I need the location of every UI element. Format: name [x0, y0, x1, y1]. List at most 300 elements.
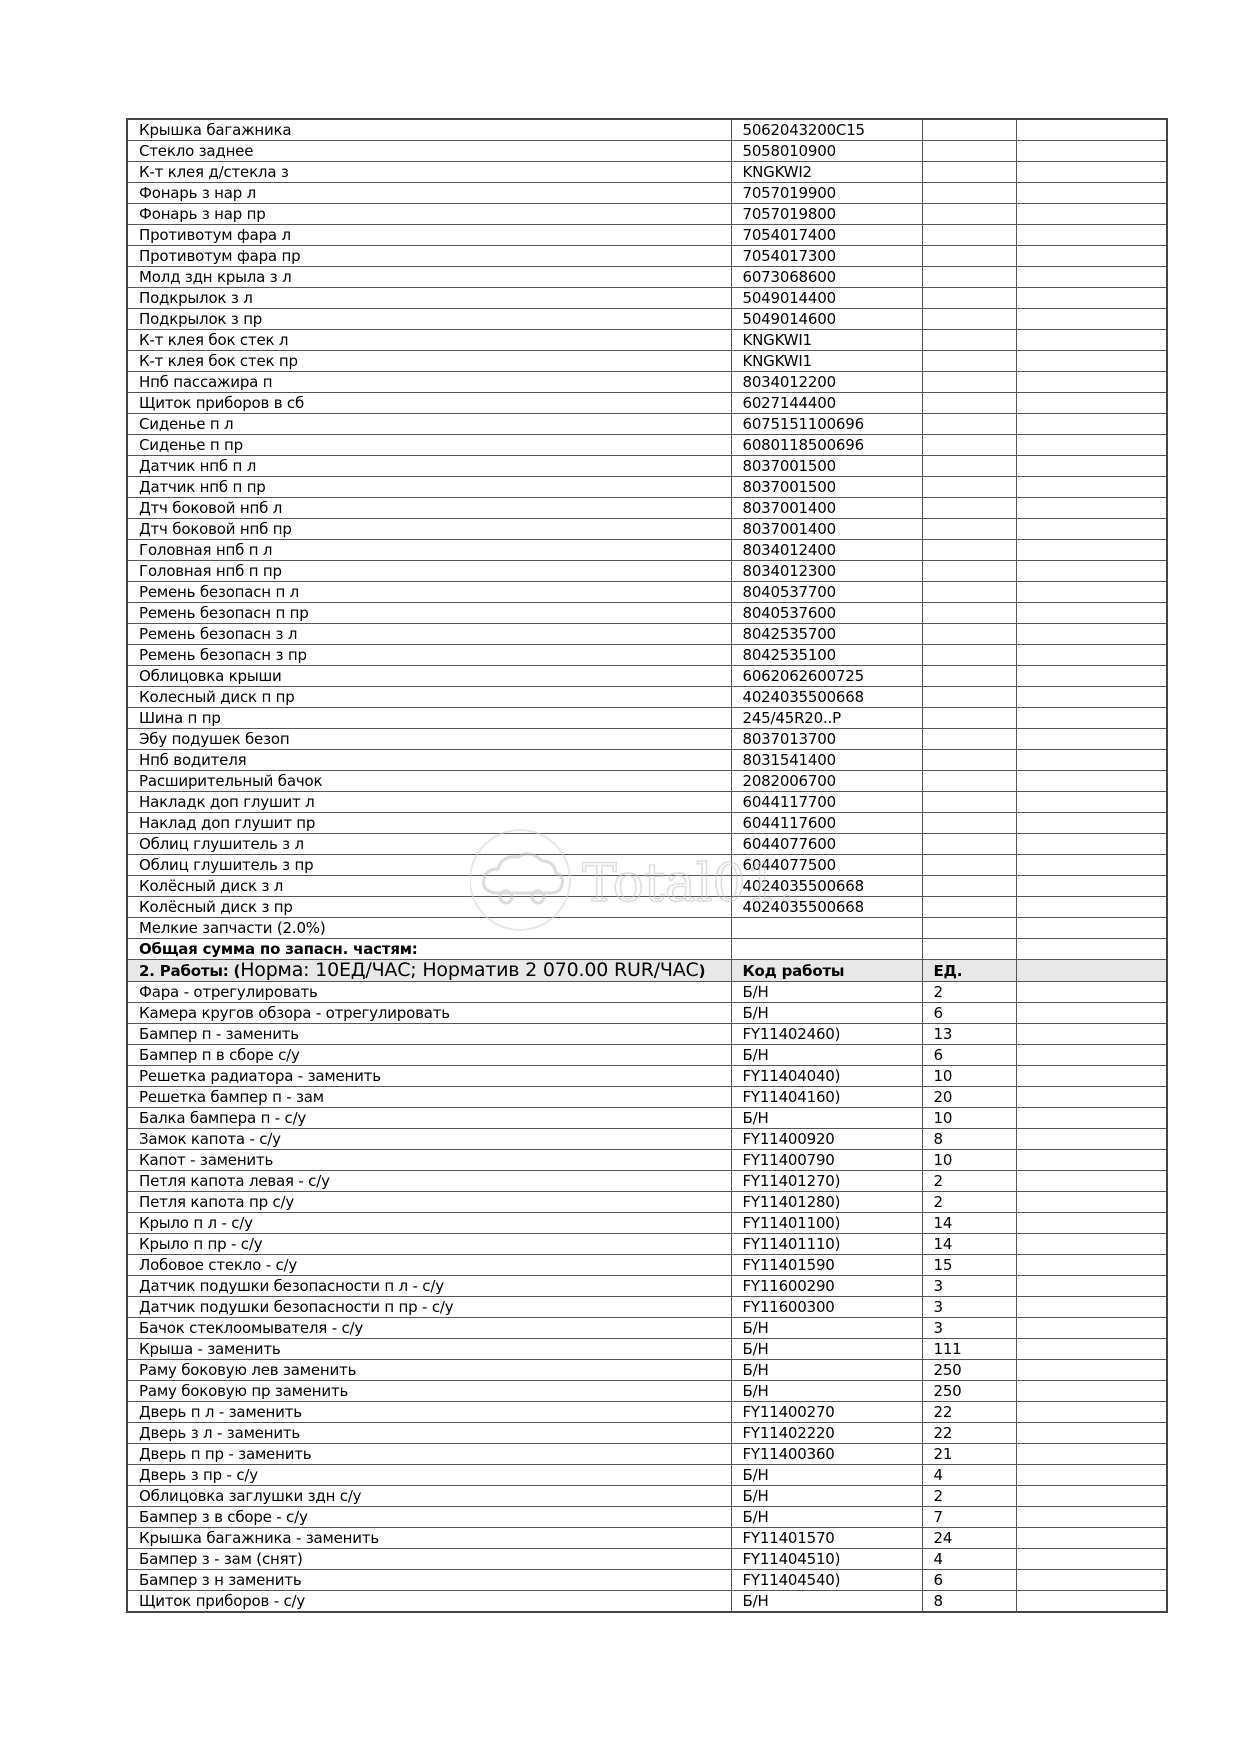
part-units: [922, 750, 1016, 771]
part-name: Молд здн крыла з л: [127, 267, 731, 288]
part-units: [922, 582, 1016, 603]
work-code: FY11401570: [731, 1528, 922, 1549]
part-units: [922, 288, 1016, 309]
parts-total-amount: [1016, 939, 1167, 960]
work-amount: [1016, 1297, 1167, 1318]
part-units: [922, 813, 1016, 834]
part-name: Противотум фара пр: [127, 246, 731, 267]
work-name: Бампер з - зам (снят): [127, 1549, 731, 1570]
part-amount: [1016, 645, 1167, 666]
part-units: [922, 435, 1016, 456]
part-row: [127, 267, 1167, 288]
part-units: [922, 729, 1016, 750]
work-name: Бачок стеклоомывателя - с/у: [127, 1318, 731, 1339]
part-row: [127, 918, 1167, 939]
parts-summary: [127, 939, 1167, 982]
work-units: 14: [922, 1234, 1016, 1255]
part-code: 6044077500: [731, 855, 922, 876]
work-code: FY11401280): [731, 1192, 922, 1213]
work-row: [127, 1024, 1167, 1045]
work-code: Б/Н: [731, 1486, 922, 1507]
work-amount: [1016, 1066, 1167, 1087]
part-units: [922, 561, 1016, 582]
work-amount: [1016, 1087, 1167, 1108]
work-amount: [1016, 1381, 1167, 1402]
part-code: 6044117700: [731, 792, 922, 813]
part-row: [127, 183, 1167, 204]
work-code: Б/Н: [731, 1360, 922, 1381]
part-name: Накладк доп глушит л: [127, 792, 731, 813]
part-name: Мелкие запчасти (2.0%): [127, 918, 731, 939]
part-name: Фонарь з нар л: [127, 183, 731, 204]
work-name: Решетка бампер п - зам: [127, 1087, 731, 1108]
work-name: Петля капота пр с/у: [127, 1192, 731, 1213]
work-amount: [1016, 1150, 1167, 1171]
part-amount: [1016, 561, 1167, 582]
works-section: [127, 982, 1167, 1613]
part-units: [922, 645, 1016, 666]
part-name: Нпб пассажира п: [127, 372, 731, 393]
work-code-header: Код работы: [731, 960, 922, 982]
part-code: 6044117600: [731, 813, 922, 834]
work-code: FY11401110): [731, 1234, 922, 1255]
work-name: Крышка багажника - заменить: [127, 1528, 731, 1549]
part-code: 8040537600: [731, 603, 922, 624]
part-row: [127, 771, 1167, 792]
work-units: 21: [922, 1444, 1016, 1465]
part-name: Колесный диск п пр: [127, 687, 731, 708]
part-name: Датчик нпб п пр: [127, 477, 731, 498]
work-name: Бампер з н заменить: [127, 1570, 731, 1591]
work-name: Решетка радиатора - заменить: [127, 1066, 731, 1087]
part-amount: [1016, 792, 1167, 813]
part-code: [731, 918, 922, 939]
work-units: 3: [922, 1276, 1016, 1297]
part-code: 245/45R20..P: [731, 708, 922, 729]
part-name: Сиденье п л: [127, 414, 731, 435]
work-row: [127, 1213, 1167, 1234]
part-code: 6075151100696: [731, 414, 922, 435]
part-amount: [1016, 225, 1167, 246]
part-code: 6073068600: [731, 267, 922, 288]
work-row: [127, 1234, 1167, 1255]
part-amount: [1016, 330, 1167, 351]
part-code: 8042535100: [731, 645, 922, 666]
work-name: Замок капота - с/у: [127, 1129, 731, 1150]
work-name: Дверь з л - заменить: [127, 1423, 731, 1444]
work-amount: [1016, 1129, 1167, 1150]
part-row: [127, 708, 1167, 729]
part-name: Облиц глушитель з пр: [127, 855, 731, 876]
work-units: 2: [922, 1171, 1016, 1192]
part-row: [127, 855, 1167, 876]
work-units: 2: [922, 1486, 1016, 1507]
work-row: [127, 1045, 1167, 1066]
work-units: 22: [922, 1423, 1016, 1444]
part-row: [127, 204, 1167, 225]
part-units: [922, 119, 1016, 141]
work-units: 10: [922, 1066, 1016, 1087]
part-units: [922, 834, 1016, 855]
part-units: [922, 183, 1016, 204]
work-row: [127, 1423, 1167, 1444]
work-amount: [1016, 1192, 1167, 1213]
work-code: FY11401100): [731, 1213, 922, 1234]
work-code: FY11401270): [731, 1171, 922, 1192]
part-name: К-т клея бок стек пр: [127, 351, 731, 372]
work-code: FY11404160): [731, 1087, 922, 1108]
part-amount: [1016, 309, 1167, 330]
work-row: [127, 1444, 1167, 1465]
work-row: [127, 1549, 1167, 1570]
work-code: Б/Н: [731, 1318, 922, 1339]
part-name: Датчик нпб п л: [127, 456, 731, 477]
part-name: Щиток приборов в сб: [127, 393, 731, 414]
part-units: [922, 897, 1016, 918]
work-units: 6: [922, 1003, 1016, 1024]
work-code: Б/Н: [731, 1591, 922, 1613]
works-rate: 2 070.00 RUR/ЧАС: [525, 959, 699, 981]
part-amount: [1016, 372, 1167, 393]
work-code: FY11404040): [731, 1066, 922, 1087]
part-code: 5062043200C15: [731, 119, 922, 141]
part-units: [922, 771, 1016, 792]
part-units: [922, 162, 1016, 183]
work-name: Лобовое стекло - с/у: [127, 1255, 731, 1276]
work-row: [127, 1087, 1167, 1108]
part-name: Колёсный диск з л: [127, 876, 731, 897]
part-row: [127, 351, 1167, 372]
work-amount: [1016, 1591, 1167, 1613]
part-row: [127, 288, 1167, 309]
part-amount: [1016, 456, 1167, 477]
work-row: [127, 1255, 1167, 1276]
part-code: 6062062600725: [731, 666, 922, 687]
part-row: [127, 813, 1167, 834]
part-name: Крышка багажника: [127, 119, 731, 141]
part-row: [127, 372, 1167, 393]
work-name: Бампер з в сборе - с/у: [127, 1507, 731, 1528]
work-units: 4: [922, 1465, 1016, 1486]
work-amount: [1016, 1360, 1167, 1381]
parts-section: [127, 119, 1167, 939]
part-units: [922, 372, 1016, 393]
part-row: [127, 435, 1167, 456]
part-code: KNGKWI2: [731, 162, 922, 183]
part-row: [127, 540, 1167, 561]
work-code: FY11600300: [731, 1297, 922, 1318]
part-row: [127, 729, 1167, 750]
work-code: FY11400360: [731, 1444, 922, 1465]
part-row: [127, 162, 1167, 183]
part-units: [922, 855, 1016, 876]
work-amount: [1016, 1486, 1167, 1507]
part-row: [127, 792, 1167, 813]
part-code: 4024035500668: [731, 897, 922, 918]
part-code: 8034012200: [731, 372, 922, 393]
part-name: К-т клея д/стекла з: [127, 162, 731, 183]
work-code: FY11400920: [731, 1129, 922, 1150]
work-row: [127, 1507, 1167, 1528]
part-name: Шина п пр: [127, 708, 731, 729]
part-row: [127, 456, 1167, 477]
work-row: [127, 1108, 1167, 1129]
part-name: Подкрылок з пр: [127, 309, 731, 330]
work-name: Дверь п л - заменить: [127, 1402, 731, 1423]
part-code: 8037001500: [731, 456, 922, 477]
work-code: FY11402220: [731, 1423, 922, 1444]
part-amount: [1016, 582, 1167, 603]
part-units: [922, 708, 1016, 729]
part-code: 6027144400: [731, 393, 922, 414]
work-units: 2: [922, 982, 1016, 1003]
part-units: [922, 204, 1016, 225]
part-amount: [1016, 435, 1167, 456]
work-name: Фара - отрегулировать: [127, 982, 731, 1003]
part-amount: [1016, 771, 1167, 792]
part-row: [127, 246, 1167, 267]
part-name: Дтч боковой нпб пр: [127, 519, 731, 540]
work-units-header: ЕД.: [922, 960, 1016, 982]
part-units: [922, 393, 1016, 414]
part-amount: [1016, 834, 1167, 855]
work-code: Б/Н: [731, 1108, 922, 1129]
part-code: 8040537700: [731, 582, 922, 603]
work-row: [127, 1003, 1167, 1024]
part-name: Эбу подушек безоп: [127, 729, 731, 750]
part-code: 8037001400: [731, 519, 922, 540]
parts-total-label: Общая сумма по запасн. частям:: [127, 939, 731, 960]
part-row: [127, 119, 1167, 141]
part-amount: [1016, 498, 1167, 519]
part-amount: [1016, 813, 1167, 834]
work-units: 8: [922, 1129, 1016, 1150]
work-units: 8: [922, 1591, 1016, 1613]
part-code: 8037001500: [731, 477, 922, 498]
part-code: 7054017300: [731, 246, 922, 267]
part-amount: [1016, 183, 1167, 204]
part-code: KNGKWI1: [731, 351, 922, 372]
work-row: [127, 982, 1167, 1003]
part-row: [127, 834, 1167, 855]
work-amount: [1016, 1234, 1167, 1255]
estimate-table: [126, 118, 1168, 1613]
part-units: [922, 414, 1016, 435]
part-row: [127, 624, 1167, 645]
part-name: Стекло заднее: [127, 141, 731, 162]
part-units: [922, 603, 1016, 624]
part-amount: [1016, 519, 1167, 540]
work-name: Дверь п пр - заменить: [127, 1444, 731, 1465]
part-name: Сиденье п пр: [127, 435, 731, 456]
work-units: 250: [922, 1360, 1016, 1381]
part-code: 7054017400: [731, 225, 922, 246]
work-units: 2: [922, 1192, 1016, 1213]
work-name: Дверь з пр - с/у: [127, 1465, 731, 1486]
part-amount: [1016, 246, 1167, 267]
part-amount: [1016, 708, 1167, 729]
work-name: Камера кругов обзора - отрегулировать: [127, 1003, 731, 1024]
part-amount: [1016, 897, 1167, 918]
part-row: [127, 666, 1167, 687]
work-row: [127, 1402, 1167, 1423]
part-row: [127, 750, 1167, 771]
part-row: [127, 687, 1167, 708]
works-paren-close: ): [698, 962, 706, 980]
work-name: Щиток приборов - с/у: [127, 1591, 731, 1613]
parts-total-row: [127, 939, 1167, 960]
part-amount: [1016, 141, 1167, 162]
work-amount: [1016, 1444, 1167, 1465]
part-code: 5049014600: [731, 309, 922, 330]
part-units: [922, 540, 1016, 561]
work-row: [127, 1276, 1167, 1297]
work-amount: [1016, 1528, 1167, 1549]
works-title: 2. Работы:: [139, 962, 234, 980]
work-amount: [1016, 1213, 1167, 1234]
work-row: [127, 1150, 1167, 1171]
part-amount: [1016, 351, 1167, 372]
work-units: 6: [922, 1045, 1016, 1066]
part-name: Наклад доп глушит пр: [127, 813, 731, 834]
work-name: Капот - заменить: [127, 1150, 731, 1171]
work-row: [127, 1381, 1167, 1402]
work-code: FY11400270: [731, 1402, 922, 1423]
work-amount: [1016, 1255, 1167, 1276]
work-row: [127, 1591, 1167, 1613]
part-units: [922, 309, 1016, 330]
part-amount: [1016, 162, 1167, 183]
part-code: 6080118500696: [731, 435, 922, 456]
work-name: Датчик подушки безопасности п л - с/у: [127, 1276, 731, 1297]
part-amount: [1016, 119, 1167, 141]
part-name: Противотум фара л: [127, 225, 731, 246]
work-units: 13: [922, 1024, 1016, 1045]
work-row: [127, 1570, 1167, 1591]
part-row: [127, 498, 1167, 519]
part-amount: [1016, 624, 1167, 645]
work-row: [127, 1171, 1167, 1192]
work-row: [127, 1486, 1167, 1507]
work-amount: [1016, 1108, 1167, 1129]
part-code: KNGKWI1: [731, 330, 922, 351]
part-amount: [1016, 666, 1167, 687]
part-code: 6044077600: [731, 834, 922, 855]
works-norm: Норма: 10ЕД/ЧАС; Норматив: [240, 959, 526, 981]
parts-total-units: [922, 939, 1016, 960]
part-name: Ремень безопасн з л: [127, 624, 731, 645]
part-units: [922, 876, 1016, 897]
part-name: Ремень безопасн п л: [127, 582, 731, 603]
part-name: Подкрылок з л: [127, 288, 731, 309]
part-units: [922, 225, 1016, 246]
part-name: Нпб водителя: [127, 750, 731, 771]
part-row: [127, 603, 1167, 624]
part-amount: [1016, 288, 1167, 309]
part-units: [922, 624, 1016, 645]
work-amount: [1016, 1171, 1167, 1192]
part-code: 8034012400: [731, 540, 922, 561]
part-code: 4024035500668: [731, 876, 922, 897]
part-name: Дтч боковой нпб л: [127, 498, 731, 519]
part-name: Головная нпб п пр: [127, 561, 731, 582]
part-name: Головная нпб п л: [127, 540, 731, 561]
parts-total-code: [731, 939, 922, 960]
work-amount: [1016, 1423, 1167, 1444]
work-units: 24: [922, 1528, 1016, 1549]
part-row: [127, 897, 1167, 918]
part-units: [922, 456, 1016, 477]
work-units: 10: [922, 1108, 1016, 1129]
work-name: Раму боковую пр заменить: [127, 1381, 731, 1402]
work-amount: [1016, 1570, 1167, 1591]
part-code: 8034012300: [731, 561, 922, 582]
work-name: Бампер п в сборе с/у: [127, 1045, 731, 1066]
part-units: [922, 498, 1016, 519]
part-amount: [1016, 393, 1167, 414]
work-code: FY11404540): [731, 1570, 922, 1591]
part-amount: [1016, 204, 1167, 225]
part-code: 8042535700: [731, 624, 922, 645]
work-row: [127, 1129, 1167, 1150]
work-units: 250: [922, 1381, 1016, 1402]
work-code: Б/Н: [731, 982, 922, 1003]
work-row: [127, 1297, 1167, 1318]
part-units: [922, 351, 1016, 372]
work-units: 3: [922, 1297, 1016, 1318]
work-code: FY11404510): [731, 1549, 922, 1570]
work-units: 22: [922, 1402, 1016, 1423]
part-units: [922, 519, 1016, 540]
works-section-title: [127, 960, 731, 982]
work-units: 20: [922, 1087, 1016, 1108]
part-amount: [1016, 540, 1167, 561]
work-amount: [1016, 1045, 1167, 1066]
work-row: [127, 1465, 1167, 1486]
work-code: Б/Н: [731, 1003, 922, 1024]
part-amount: [1016, 477, 1167, 498]
part-units: [922, 792, 1016, 813]
part-row: [127, 477, 1167, 498]
part-code: 8037013700: [731, 729, 922, 750]
part-row: [127, 645, 1167, 666]
work-amount: [1016, 1339, 1167, 1360]
work-name: Крыша - заменить: [127, 1339, 731, 1360]
part-name: Ремень безопасн п пр: [127, 603, 731, 624]
work-code: FY11400790: [731, 1150, 922, 1171]
part-code: 8037001400: [731, 498, 922, 519]
part-row: [127, 393, 1167, 414]
part-amount: [1016, 750, 1167, 771]
work-name: Облицовка заглушки здн с/у: [127, 1486, 731, 1507]
work-code: Б/Н: [731, 1339, 922, 1360]
work-row: [127, 1192, 1167, 1213]
work-row: [127, 1066, 1167, 1087]
work-amount: [1016, 1465, 1167, 1486]
part-name: Колёсный диск з пр: [127, 897, 731, 918]
work-units: 3: [922, 1318, 1016, 1339]
part-amount: [1016, 876, 1167, 897]
part-row: [127, 225, 1167, 246]
work-amount: [1016, 1402, 1167, 1423]
part-code: 5049014400: [731, 288, 922, 309]
work-amount: [1016, 1003, 1167, 1024]
work-amount-header: [1016, 960, 1167, 982]
work-amount: [1016, 982, 1167, 1003]
work-units: 4: [922, 1549, 1016, 1570]
part-amount: [1016, 918, 1167, 939]
watermark-text: Total01: [582, 854, 779, 914]
